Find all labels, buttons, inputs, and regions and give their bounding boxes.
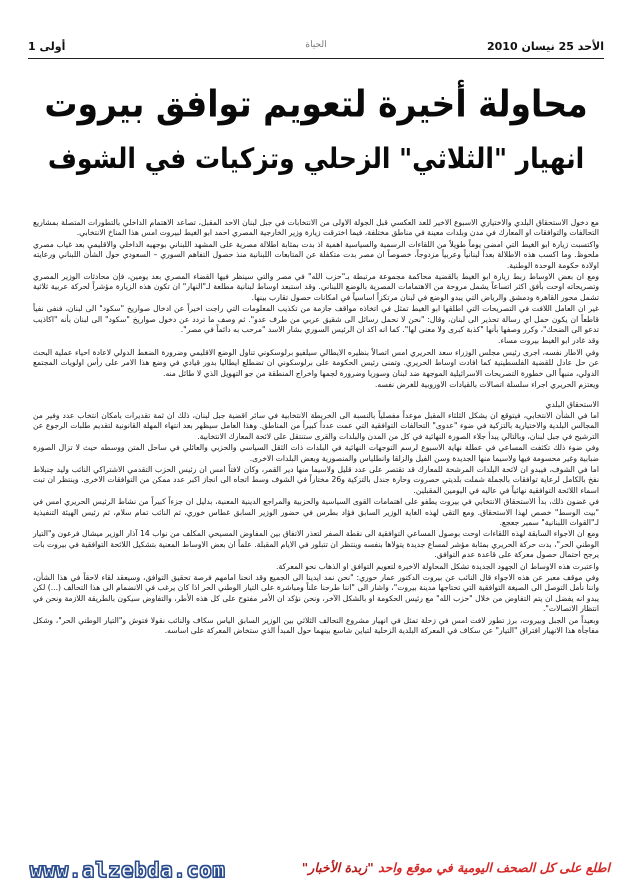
slogan-brand: "زبدة الأخبار" [301,860,374,875]
page-header [28,38,604,58]
article-body [33,218,599,637]
article-paragraph: مع دخول الاستحقاق البلدي والاختياري الاسبوع الاخير للعد العكسي قبل الجولة الاولى من الانتخابات في جبل لبنان الاحد المقبل، تصاعد الاهتمام الداخلي بالتطورات المتصلة بمشاريع التحالفات والتوافقات او المعارك في مدن وبلدات معينة في مناطق مختلفة، فيما اخترقت زيارة وزير الخارجية المصري احمد ابو الغيط لبيروت امس هذا المناخ الانتخابي. [33,218,599,238]
footer-slogan [302,860,610,875]
article-paragraph: وفي موقف معبر عن هذه الاجواء قال النائب عن بيروت الدكتور عمار حوري: "نحن نمد ايدينا الى الجميع وقد انحنا امامهم فرصة تحقيق التوافق، وسيعقد لقاء لاحقاً في هذا الشأن، واننا نأمل التوصل الى الصيغة التوافقية التي تحتاجها مدينة بيروت"، واشار الى "اننا طرحنا علناً ومباشرة على التيار الوطني الحر اذا كان يرغب في الانضمام الى هذا التحالف (...) لكن يبدو انه يفضل ان يتم التفاوض من خلال "حزب الله" مع رئيس الحكومة او بالشكل الآخر، ونحن نؤكد ان الأمر مفتوح على كل هذه الأطر، والتفاوض سيكون بالطريقة اللازمة ونحن في انتظار الاتصالات". [33,573,599,614]
article-paragraph: ويعتزم الحريري اجراء سلسلة اتصالات بالقيادات الاوروبية للغرض نفسه. [374,380,599,390]
header-rule [28,58,604,59]
issue-date: الأحد 25 نيسان 2010 [486,40,604,53]
page-number: أولى 1 [28,40,66,53]
article-paragraph: واكتسبت زيارة ابو الغيط التي امضى يوماً طويلاً من اللقاءات الرسمية والسياسية اهمية اذ بدت بمثابة اطلالة مصرية على المشهد اللبناني بوجهيه الداخلي والاقليمي بعد غياب مصري ملحوظ. وما اكسب هذه الاطلالة بعداً لبنانياً وعربياً مزدوجاً، خصوصاً ان مصر بدت متكفلة عن المتابعات اللبنانية منذ حصول التفاهم السوري – السعودي حول الشأن اللبناني ورعايته اولادة حكومة الوحدة الوطنية. [33,239,599,270]
headline-line-1: محاولة أخيرة لتعويم توافق بيروت [44,81,588,126]
article-paragraph: وبعيداً من الجبل وبيروت، برز تطور لافت امس في زحلة تمثل في انهيار مشروع التحالف الثلاثي بين الوزير السابق الياس سكاف والنائب نقولا فتوش و"التيار الوطني الحر"، وشكل مفاجأة هذا الانهيار افتراق "التيار" عن سكاف في المعركة البلدية الزحلية لتباين شاسع بينهما حول المبدأ الذي ستخاض المعركة على اساسه. [33,615,599,636]
article-paragraph: وفي الاطار نفسه، اجرى رئيس مجلس الوزراء سعد الحريري امس اتصالاً بنظيره الايطالي سيلفيو برلوسكوني تناول الوضع الاقليمي وضرورة الضغط الدولي لاعادة احياء عملية البحث عن حل عادل للقضية الفلسطينية كما افادت اوساط الحريري. وتمنى رئيس الحكومة على برلوسكوني ان تضطلع ايطاليا بدور قيادي في وضع هذا الامر على رأس اولويات المجتمع الدولي، منبهاً الى خطورة التصريحات الاسرائيلية الموجهة ضد لبنان وسوريا وضرورة لجمها واخراج المنطقة من جو التهويل الذي لا طائل منه. [33,347,599,378]
article-paragraph: وفي ضوء ذلك تكثفت المساعي في عطلة نهاية الاسبوع لرسم التوجهات النهائية في البلدات ذات الثقل السياسي والحزبي والعائلي في ساحل المتن ووسطه حيث لا تزال الصورة ضبابية وغير محسومة فيها ولاسيما منها الجديدة وسن الفيل والزلقا وانطلياس والمنصورية وبعض البلدات الاخرى. [33,443,599,463]
article-paragraph: اما في الشأن الانتخابي، فيتوقع ان يشكل الثلثاء المقبل موعداً مفصلياً بالنسبة الى الخريطة الانتخابية في سائر اقضية جبل لبنان، ذلك ان ثمة تقديرات بامكان انتخاب عدد وفير من المجالس البلدية والاختيارية بالتزكية في ضوء "عدوى" التحالفات التوافقية التي عمت عدداً كبيراً من المناطق. وهذا العامل سيظهر بعد انتهاء المهلة القانونية لتقديم طلبات الرجوع عن الترشيح في جبل لبنان، وبالتالي يبدأ جلاء الصورة النهائية في كل من المدن والبلدات والقرى ستنتقل على لائحة المعارك الانتخابية. [33,410,599,441]
footer-banner [30,858,610,882]
article-paragraph: في غضون ذلك، بدأ الاستحقاق الانتخابي في بيروت يطفو على اهتمامات القوى السياسية والحزبية والمراجع الدينية المعنية، بدليل ان جزءاً كبيراً من نشاط الرئيس الحريري امس في "بيت الوسط" خصص لهذا الاستحقاق. ومع التقى لهذه الغاية الوزير السابق فؤاد بطرس في حضور الوزير السابق غطاس خوري، ثم النائب تمام سلام، ثم رئيس الهيئة التنفيذية لـ"القوات اللبنانية" سمير جعجع. [33,497,599,527]
article-paragraph: اما في الشوف، فيبدو ان لائحة البلدات المرشحة للمعارك قد تقتصر على عدد قليل ولاسيما منها دير القمر، وكان لافتاً امس ان رئيس الحزب التقدمي الاشتراكي النائب وليد جنبلاط نفخ بالكامل لرعاية توافقات بالجملة شملت بلديتي حصروت وحارة جندل بالتزكية و26 مختاراً في الشوف وسط اتجاه الى انجاز اكبر عدد ممكن من التوافقات الاخرى. وينتظر ان تبت اسماء اللائحة التوافقية نهائياً في عاليه في اليومين المقبلين. [33,464,599,495]
website-link[interactable]: www.alzebda.com [30,858,226,882]
article-paragraph: ومع ان الاجواء السابقة لهذه اللقاءات اوحت بوصول المساعي التوافقية الى نقطة الصفر لتعذر الاتفاق بين المفاوض المسيحي المكلف من نواب 14 آذار الوزير ميشال فرعون و"التيار الوطني الحر"، بدت حركة الحريري بمثابة مؤشر لمساع جديدة يتولاها بنفسه وينتظر ان تتبلور في الايام المقبلة. علماً ان بعض الاوساط المعنية بتشكيل اللائحة التوافقية في بيروت بات يرجح احتمال حصول معركة على قاعدة عدم التوافق. [33,529,599,560]
masthead: الحياة [305,40,327,50]
article-subhead: الاستحقاق البلدي [545,399,599,409]
article-paragraph: ومع ان بعض الاوساط ربط زيارة ابو الغيط بالقضية محاكمة مجموعة مرتبطة بـ"حزب الله" في مصر والتي سينظر فيها القضاء المصري بعد يومين، فإن محادثات الوزير المصري وتصريحاته اوحت بأفق اكثر اتساعاً يشمل مروحة من الاهتمامات المصرية بالوضع اللبناني. وقد استبعد اوساط لبنانية مطلعة لـ"النهار" ان تكون هذه الزيارة مؤشراً لحركة عربية ثلاثية تشمل محور القاهرة ودمشق والرياض التي يبدو الوضع في لبنان مرتكزاً اساسياً في امكانات حصول تقارب بينها. [33,272,599,302]
article-paragraph: وقد غادر ابو الغيط بيروت مساء. [498,336,599,346]
article-paragraph: غير ان العامل اللافت في التصريحات التي اطلقها ابو الغيط تمثل في اتخاذه مواقف جازمة من تكذيب المعلومات التي راجت اخيراً عن ادخال صواريخ "سكود" الى لبنان، فنفى نفياً قاطعاً ان يكون حمل اي رسالة تحذير الى لبنان، وقال: "نحن لا نحمل رسائل الى شقيق عربي من طرف عدو". ثم وصف ما تردد عن دخول صواريخ "سكود" الى لبنان بأنه "اكاذيب تدعو الى الضحك"، وكرر وصفها بأنها "كذبة كبرى ولا معنى لها". كما انه اكد ان الرئيس السوري بشار الاسد "مرحب به دائماً في مصر". [33,304,599,335]
article-paragraph: واعتبرت هذه الاوساط ان الجهود الجديدة تشكل المحاولة الاخيرة لتعويم التوافق او الذهاب نحو المعركة. [276,561,599,571]
slogan-text: اطلع على كل الصحف اليومية في موقع واحد [378,860,610,875]
headline-line-2: انهيار "الثلاثي" الزحلي وتزكيات في الشوف [47,142,585,175]
